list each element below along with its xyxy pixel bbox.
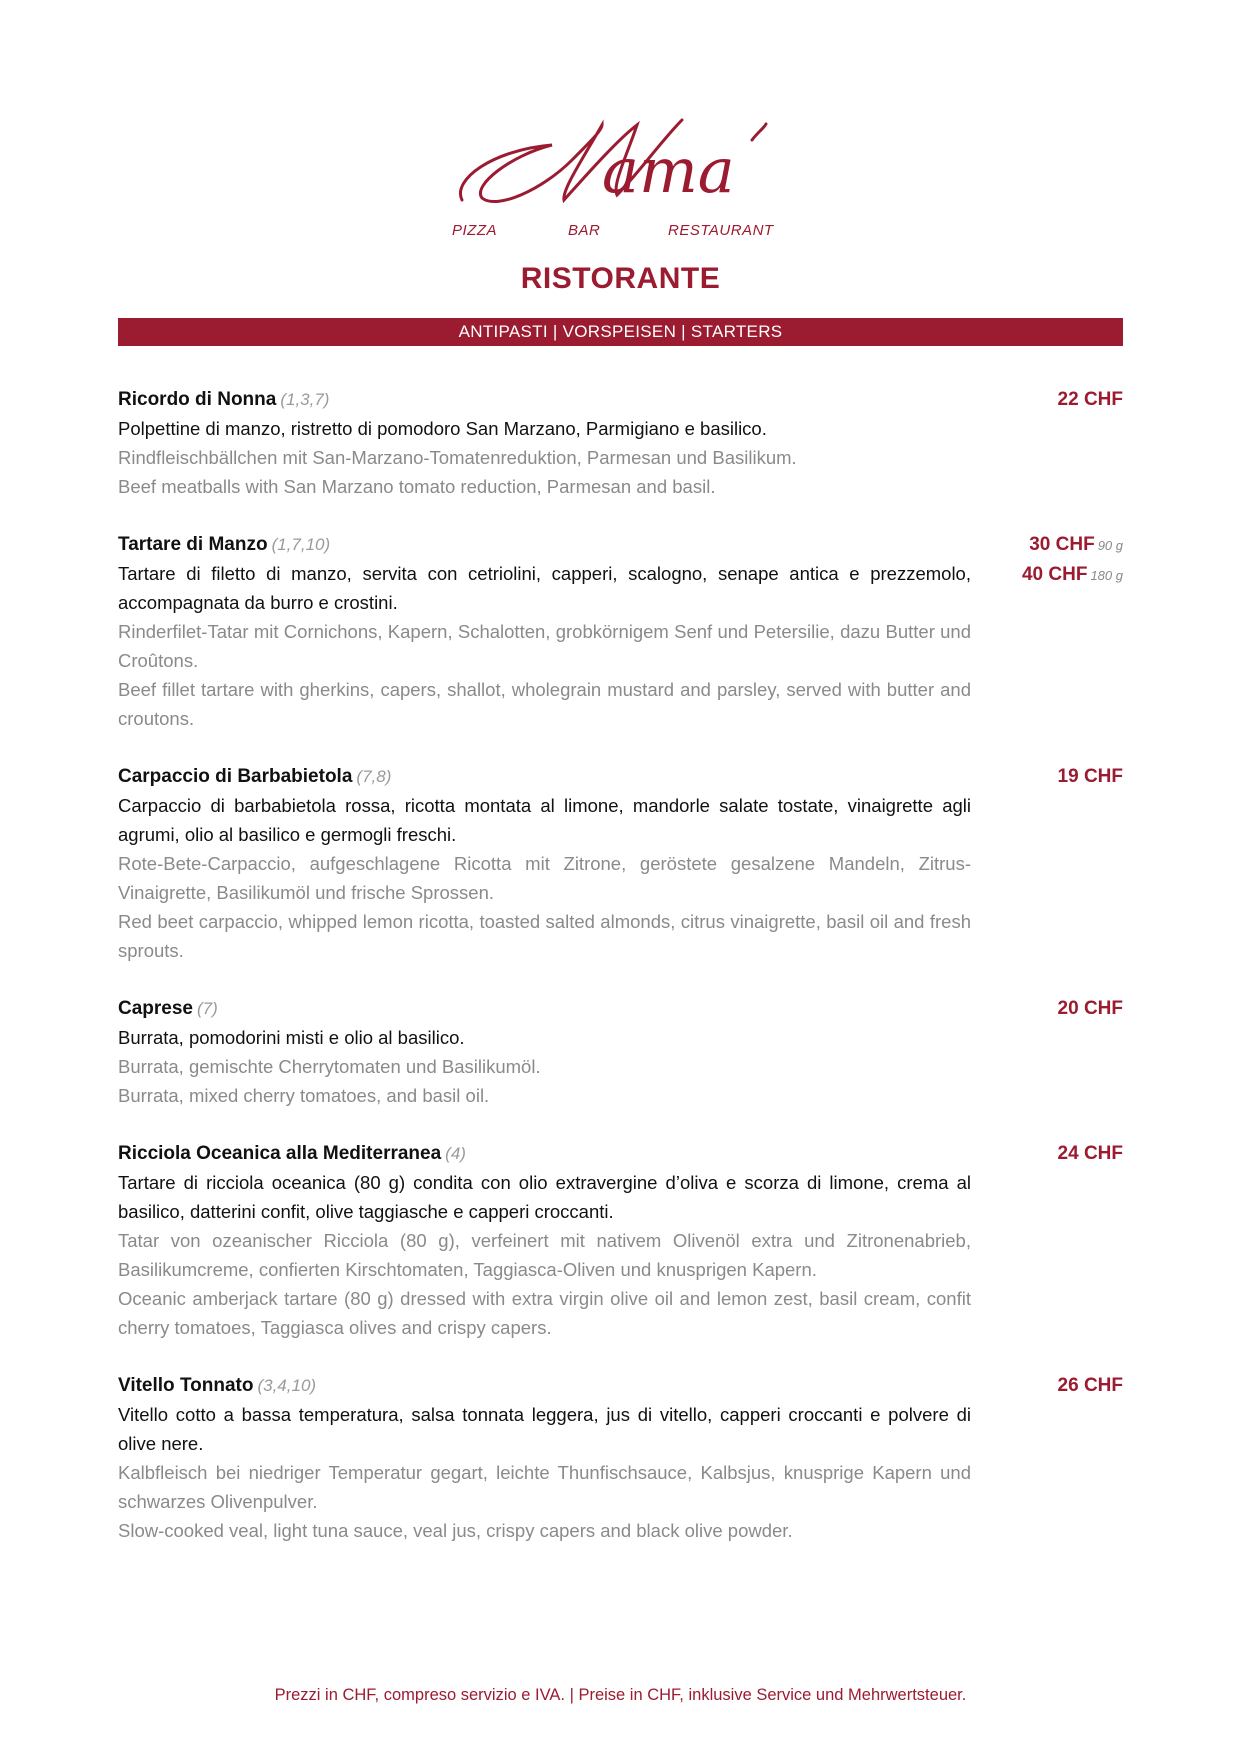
- menu-item-prices: [1058, 762, 1123, 791]
- price-row: [1058, 385, 1123, 414]
- restaurant-logo: [452, 110, 792, 250]
- menu-item-allergens: (7,8): [356, 767, 392, 786]
- price-value: 20 CHF: [1057, 998, 1123, 1019]
- menu-item: [118, 1371, 1123, 1545]
- menu-item-name: [118, 1139, 971, 1168]
- menu-item-name: [118, 1371, 971, 1400]
- price-row: [1058, 1139, 1123, 1168]
- menu-item-text-it: Tartare di filetto di manzo, servita con cetriolini, capperi, scalogno, senape antica e prezzemolo, accompagnata da burro e crostini.: [118, 563, 971, 613]
- menu-item: [118, 530, 1123, 733]
- logo-sub-bar: BAR: [568, 222, 601, 239]
- logo-sub-pizza: PIZZA: [452, 222, 498, 239]
- menu-item-text-it: Vitello cotto a bassa temperatura, salsa tonnata leggera, jus di vitello, capperi croccanti e polvere di olive nere.: [118, 1404, 971, 1454]
- menu-item-text-de: Rinderfilet-Tatar mit Cornichons, Kapern, Schalotten, grobkörnigem Senf und Petersilie, dazu Butter und Croûtons.: [118, 621, 971, 671]
- menu-item-name: [118, 994, 971, 1023]
- menu-item-text-en: Red beet carpaccio, whipped lemon ricotta, toasted salted almonds, citrus vinaigrette, basil oil and fresh sprouts.: [118, 911, 971, 961]
- section-header: ANTIPASTI | VORSPEISEN | STARTERS: [118, 318, 1123, 346]
- price-row: [1022, 560, 1123, 590]
- menu-item-description: [118, 994, 971, 1110]
- price-portion: 180 g: [1090, 568, 1123, 583]
- menu-item: [118, 762, 1123, 965]
- menu-item-prices: [1058, 385, 1123, 414]
- price-value: 40 CHF: [1021, 564, 1088, 585]
- price-value: 30 CHF: [1029, 534, 1095, 555]
- price-value: 26 CHF: [1057, 1375, 1123, 1396]
- menu-item-prices: [1022, 530, 1123, 590]
- menu-item-text-de: Kalbfleisch bei niedriger Temperatur gegart, leichte Thunfischsauce, Kalbsjus, knusprige Kapern und schwarzes Olivenpulver.: [118, 1462, 971, 1512]
- menu-item: [118, 1139, 1123, 1342]
- price-row: [1058, 762, 1123, 791]
- menu-item-text-it: Burrata, pomodorini misti e olio al basilico.: [118, 1027, 465, 1048]
- menu-item-text-de: Rote-Bete-Carpaccio, aufgeschlagene Ricotta mit Zitrone, geröstete gesalzene Mandeln, Zitrus-Vinaigrette, Basilikumöl und frische Sprossen.: [118, 853, 971, 903]
- menu-item-text-de: Rindfleischbällchen mit San-Marzano-Tomatenreduktion, Parmesan und Basilikum.: [118, 447, 797, 468]
- menu-item-text-en: Beef meatballs with San Marzano tomato reduction, Parmesan and basil.: [118, 476, 716, 497]
- svg-text:ama: ama: [602, 134, 735, 207]
- menu-item: [118, 994, 1123, 1110]
- menu-item-text-en: Burrata, mixed cherry tomatoes, and basil oil.: [118, 1085, 490, 1106]
- menu-item-text-de: Burrata, gemischte Cherrytomaten und Basilikumöl.: [118, 1056, 541, 1077]
- menu-item-description: [118, 1139, 971, 1342]
- menu-item-title: Tartare di Manzo: [118, 534, 268, 555]
- menu-item-text-de: Tatar von ozeanischer Ricciola (80 g), verfeinert mit nativem Olivenöl extra und Zitronenabrieb, Basilikumcreme, confierten Kirschtomaten, Taggiasca-Oliven und knusprigen Kapern.: [118, 1230, 971, 1280]
- logo-sub-restaurant: RESTAURANT: [668, 222, 774, 239]
- logo-script-mark: [452, 110, 792, 220]
- page-title: RISTORANTE: [520, 262, 721, 295]
- price-value: 24 CHF: [1057, 1143, 1123, 1164]
- menu-item-title: Carpaccio di Barbabietola: [118, 766, 353, 787]
- menu-item-description: [118, 530, 971, 733]
- menu-item-name: [118, 385, 971, 414]
- price-value: 19 CHF: [1057, 766, 1123, 787]
- price-value: 22 CHF: [1057, 389, 1123, 410]
- menu-item-prices: [1058, 1139, 1123, 1168]
- menu-item: [118, 385, 1123, 501]
- menu-item-text-en: Beef fillet tartare with gherkins, capers, shallot, wholegrain mustard and parsley, served with butter and croutons.: [118, 679, 971, 729]
- menu-item-prices: [1058, 994, 1123, 1023]
- menu-items: [118, 385, 1123, 1574]
- price-row: [1058, 1371, 1123, 1400]
- menu-item-description: [118, 762, 971, 965]
- menu-item-allergens: (3,4,10): [257, 1376, 317, 1395]
- menu-item-name: [118, 530, 971, 559]
- menu-item-allergens: (1,7,10): [271, 535, 331, 554]
- menu-item-allergens: (7): [197, 999, 218, 1018]
- menu-item-allergens: (1,3,7): [280, 390, 330, 409]
- price-portion: 90 g: [1097, 538, 1123, 553]
- menu-item-title: Vitello Tonnato: [118, 1375, 254, 1396]
- menu-item-text-en: Slow-cooked veal, light tuna sauce, veal jus, crispy capers and black olive powder.: [118, 1520, 793, 1541]
- price-row: [1022, 530, 1123, 560]
- menu-item-title: Caprese: [118, 998, 193, 1019]
- menu-item-allergens: (4): [445, 1144, 466, 1163]
- menu-item-description: [118, 385, 971, 501]
- footer-note: Prezzi in CHF, compreso servizio e IVA. | Preise in CHF, inklusive Service und Mehrwertsteuer.: [274, 1686, 967, 1704]
- menu-item-name: [118, 762, 971, 791]
- menu-item-text-en: Oceanic amberjack tartare (80 g) dressed with extra virgin olive oil and lemon zest, basil cream, confit cherry tomatoes, Taggiasca olives and crispy capers.: [118, 1288, 971, 1338]
- menu-item-text-it: Polpettine di manzo, ristretto di pomodoro San Marzano, Parmigiano e basilico.: [118, 418, 767, 439]
- menu-item-prices: [1058, 1371, 1123, 1400]
- menu-item-text-it: Carpaccio di barbabietola rossa, ricotta montata al limone, mandorle salate tostate, vinaigrette agli agrumi, olio al basilico e germogli freschi.: [118, 795, 971, 845]
- menu-item-title: Ricordo di Nonna: [118, 389, 277, 410]
- menu-item-description: [118, 1371, 971, 1545]
- menu-item-text-it: Tartare di ricciola oceanica (80 g) condita con olio extravergine d’oliva e scorza di limone, crema al basilico, datterini confit, olive taggiasche e capperi croccanti.: [118, 1172, 971, 1222]
- price-row: [1058, 994, 1123, 1023]
- menu-item-title: Ricciola Oceanica alla Mediterranea: [118, 1143, 442, 1164]
